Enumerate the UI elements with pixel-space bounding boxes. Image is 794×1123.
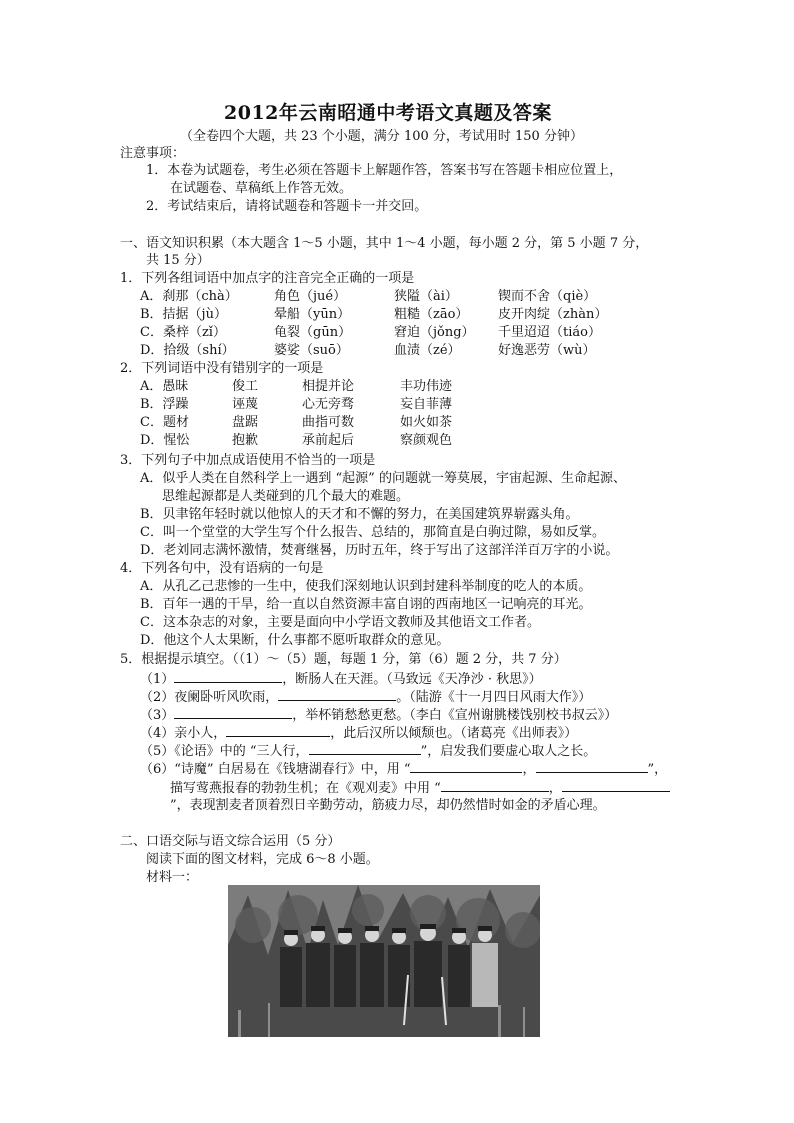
- q5-2-text: （2）夜阑卧听风吹雨，: [140, 690, 279, 705]
- q4-option-a: A．从孔乙己悲惨的一生中，使我们深刻地认识到封建科举制度的吃人的本质。: [140, 579, 592, 594]
- q3-option-c: C．叫一个堂堂的大学生写个什么报告、总结的，那简直是白驹过隙，易如反掌。: [140, 525, 605, 540]
- q1-option-d-1: D．拾级（shí）: [140, 343, 235, 358]
- q2-option-b-2: 诬蔑: [232, 397, 259, 412]
- q5-line-1: [140, 670, 542, 689]
- section-2-heading: 二、口语交际与语文综合运用（5 分）: [120, 834, 341, 849]
- notice-item-1: 1．本卷为试题卷，考生必须在答题卡上解题作答，答案书写在答题卡相应位置上，: [146, 163, 623, 178]
- q5-6b-comma: ，: [548, 781, 562, 796]
- group-photo: [228, 885, 540, 1037]
- q5-5-text: （5）《论语》中的 “三人行，: [140, 744, 309, 759]
- group-photo-illustration: [228, 885, 540, 1037]
- q5-line-6: [140, 760, 667, 779]
- q1-option-b-4: 皮开肉绽（zhàn）: [498, 307, 608, 322]
- q1-option-c-4: 千里迢迢（tiáo）: [498, 325, 601, 340]
- question-4-stem: 4．下列各句中，没有语病的一句是: [120, 561, 324, 576]
- section-1-heading-cont: 共 15 分）: [146, 253, 210, 268]
- q1-option-d-4: 好逸恶劳（wù）: [498, 343, 596, 358]
- q1-option-c-2: 龟裂（gūn）: [274, 325, 352, 340]
- q1-option-a-1: A．刹那（chà）: [140, 289, 238, 304]
- q1-option-d-2: 婆娑（suō）: [274, 343, 349, 358]
- q5-1-blank[interactable]: [174, 670, 282, 683]
- q5-6-blank-3[interactable]: [441, 779, 549, 792]
- q5-6-close: ”，: [647, 762, 668, 777]
- q2-option-a-3: 相提并论: [302, 379, 355, 394]
- q2-option-b-4: 妄自菲薄: [400, 397, 453, 412]
- q3-option-a-cont: 思维起源都是人类碰到的几个最大的难题。: [162, 489, 410, 504]
- question-3-stem: 3．下列句子中加点成语使用不恰当的一项是: [120, 453, 376, 468]
- q5-6b-text: 描写莺燕报春的勃勃生机；在《观刈麦》中用 “: [170, 781, 441, 796]
- q5-line-6-cont: [170, 779, 670, 798]
- page-subtitle: （全卷四个大题，共 23 个小题，满分 100 分，考试用时 150 分钟）: [180, 129, 583, 144]
- q3-option-d: D．老刘同志满怀激情，焚膏继晷，历时五年，终于写出了这部洋洋百万字的小说。: [140, 543, 619, 558]
- q5-6-blank-2[interactable]: [536, 760, 648, 773]
- q5-1-text: ，断肠人在天涯。（马致远《天净沙 · 秋思》）: [282, 672, 542, 687]
- q5-2-text-after: 。（陆游《十一月四日风雨大作》）: [396, 690, 592, 705]
- section-2-intro: 阅读下面的图文材料，完成 6～8 小题。: [146, 852, 379, 867]
- q2-option-b-3: 心无旁骛: [302, 397, 355, 412]
- notice-item-1-cont: 在试题卷、草稿纸上作答无效。: [170, 181, 353, 196]
- q5-line-2: [140, 688, 591, 707]
- q5-4-blank[interactable]: [226, 724, 330, 737]
- q5-line-4: [140, 724, 577, 743]
- q4-option-d: D．他这个人太果断，什么事都不愿听取群众的意见。: [140, 633, 450, 648]
- q3-option-b: B．贝聿铭年轻时就以他惊人的天才和不懈的努力，在美国建筑界崭露头角。: [140, 507, 579, 522]
- q5-5-text-after: ”，启发我们要虚心取人之长。: [420, 744, 597, 759]
- q2-option-d-3: 承前起后: [302, 433, 355, 448]
- q1-option-b-3: 粗糙（zāo）: [394, 307, 469, 322]
- q2-option-b-1: B．浮躁: [140, 397, 189, 412]
- q3-option-a: A．似乎人类在自然科学上一遇到 “起源” 的问题就一筹莫展，宇宙起源、生命起源、: [140, 471, 626, 486]
- q2-option-c-4: 如火如茶: [400, 415, 453, 430]
- q4-option-b: B．百年一遇的干旱，给一直以自然资源丰富自诩的西南地区一记响亮的耳光。: [140, 597, 592, 612]
- q1-option-c-3: 窘迫（jǒng）: [394, 325, 475, 340]
- q5-6-text: （6）“诗魔” 白居易在《钱塘湖春行》中，用 “: [140, 762, 411, 777]
- question-1-stem: 1．下列各组词语中加点字的注音完全正确的一项是: [120, 271, 415, 286]
- q5-6-blank-4[interactable]: [562, 779, 670, 792]
- question-2-stem: 2．下列词语中没有错别字的一项是: [120, 361, 324, 376]
- question-5-stem: 5．根据提示填空。（（1）～（5）题，每题 1 分，第（6）题 2 分，共 7 分）: [120, 652, 567, 667]
- q1-option-c-1: C．桑梓（zǐ）: [140, 325, 226, 340]
- q5-5-blank[interactable]: [309, 742, 421, 755]
- q2-option-c-3: 曲指可数: [302, 415, 355, 430]
- notice-item-2: 2．考试结束后，请将试题卷和答题卡一并交回。: [146, 199, 428, 214]
- q1-option-b-2: 晕船（yūn）: [274, 307, 351, 322]
- q1-option-a-4: 锲而不舍（qiè）: [498, 289, 597, 304]
- q5-6-comma: ，: [522, 762, 536, 777]
- q1-option-d-3: 血渍（zé）: [394, 343, 461, 358]
- q5-6-blank-1[interactable]: [410, 760, 522, 773]
- q2-option-c-2: 盘踞: [232, 415, 259, 430]
- q5-4-text: （4）亲小人，: [140, 726, 227, 741]
- q2-option-a-4: 丰功伟迹: [400, 379, 453, 394]
- q5-3-blank[interactable]: [174, 706, 292, 719]
- q2-option-d-1: D．惺忪: [140, 433, 190, 448]
- q1-option-b-1: B．拮据（jù）: [140, 307, 227, 322]
- q2-option-a-2: 俊工: [232, 379, 259, 394]
- q5-4-text-after: ，此后汉所以倾颓也。（诸葛亮《出师表》）: [330, 726, 578, 741]
- q2-option-d-2: 抱歉: [232, 433, 259, 448]
- notice-label: 注意事项：: [120, 146, 186, 161]
- q2-option-c-1: C．题材: [140, 415, 189, 430]
- q1-option-a-2: 角色（jué）: [274, 289, 347, 304]
- q5-line-5: [140, 742, 596, 761]
- q5-3-text: ，举杯销愁愁更愁。（李白《宣州谢朓楼饯别校书叔云》）: [292, 708, 618, 723]
- q5-3-label: （3）: [140, 708, 175, 723]
- q5-line-6-end: ”，表现割麦者顶着烈日辛勤劳动，筋疲力尽，却仍然惜时如金的矛盾心理。: [170, 798, 606, 813]
- q5-line-3: [140, 706, 617, 725]
- q5-2-blank[interactable]: [278, 688, 396, 701]
- q2-option-a-1: A．愚昧: [140, 379, 189, 394]
- q1-option-a-3: 狭隘（ài）: [394, 289, 458, 304]
- section-1-heading: 一、语文知识积累（本大题含 1～5 小题，其中 1～4 小题，每小题 2 分，第 5 小题 7 分，: [120, 236, 649, 251]
- page-title: 2012年云南昭通中考语文真题及答案: [224, 102, 552, 124]
- q4-option-c: C．这本杂志的对象，主要是面向中小学语文教师及其他语文工作者。: [140, 615, 540, 630]
- q2-option-d-4: 察颜观色: [400, 433, 453, 448]
- q5-1-label: （1）: [140, 672, 175, 687]
- material-1-label: 材料一：: [146, 870, 199, 885]
